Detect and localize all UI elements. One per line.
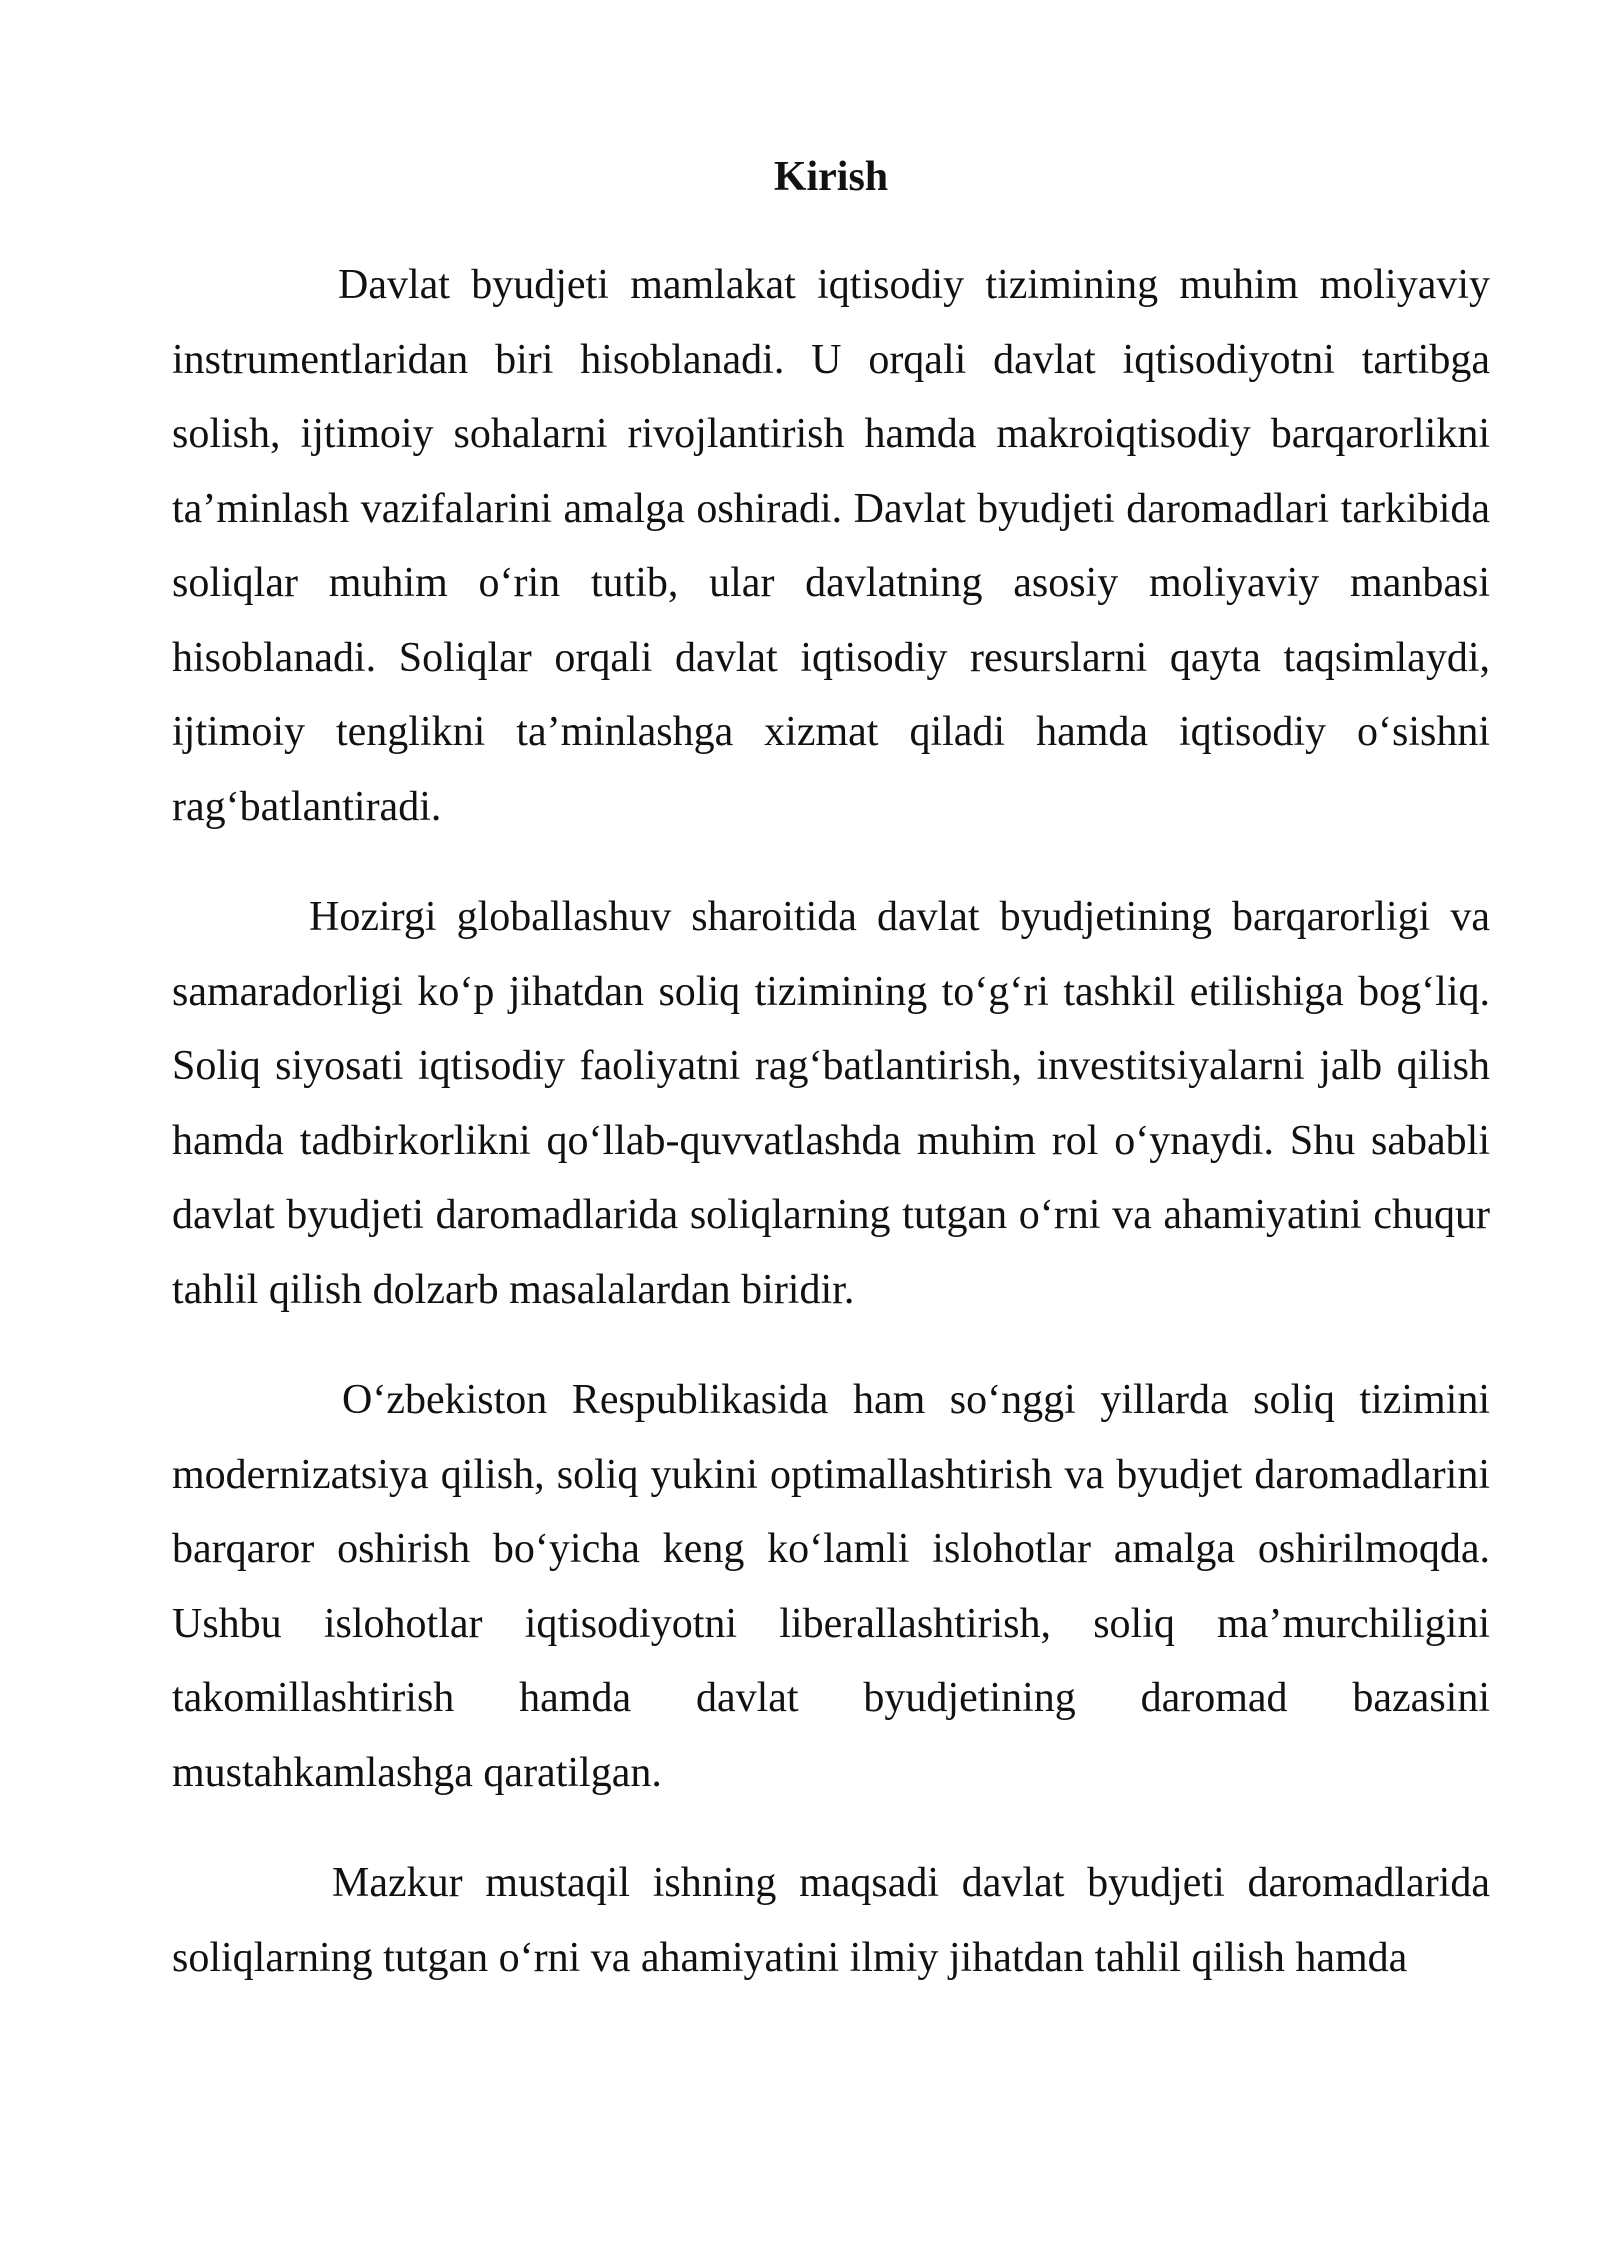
paragraph-3: O‘zbekiston Respublikasida ham so‘nggi yillarda soliq tizimini modernizatsiya qilish, soliq yukini optimallashtirish va byudjet daromadlarini barqaror oshirish bo‘yicha keng ko‘lamli islohotlar amalga oshirilmoqda. Ushbu islohotlar iqtisodiyotni liberallashtirish, soliq ma’murchiligini takomillashtirish hamda davlat byudjetining daromad bazasini mustahkamlashga qaratilgan. <box>172 1377 1490 1796</box>
paragraph-2: Hozirgi globallashuv sharoitida davlat byudjetining barqarorligi va samaradorligi ko‘p jihatdan soliq tizimining to‘g‘ri tashkil etilishiga bog‘liq. Soliq siyosati iqtisodiy faoliyatni rag‘batlantirish, investitsiyalarni jalb qilish hamda tadbirkorlikni qo‘llab-quvvatlashda muhim rol o‘ynaydi. Shu sababli davlat byudjeti daromadlarida soliqlarning tutgan o‘rni va ahamiyatini chuqur tahlil qilish dolzarb masalalardan biridir. <box>172 894 1490 1313</box>
paragraph-1: Davlat byudjeti mamlakat iqtisodiy tizimining muhim moliyaviy instrumentlaridan biri hisoblanadi. U orqali davlat iqtisodiyotni tartibga solish, ijtimoiy sohalarni rivojlantirish hamda makroiqtisodiy barqarorlikni ta’minlash vazifalarini amalga oshiradi. Davlat byudjeti daromadlari tarkibida soliqlar muhim o‘rin tutib, ular davlatning asosiy moliyaviy manbasi hisoblanadi. Soliqlar orqali davlat iqtisodiy resurslarni qayta taqsimlaydi, ijtimoiy tenglikni ta’minlashga xizmat qiladi hamda iqtisodiy o‘sishni rag‘batlantiradi. <box>172 262 1490 830</box>
document-body <box>172 140 1490 2031</box>
paragraph-4: Mazkur mustaqil ishning maqsadi davlat byudjeti daromadlarida soliqlarning tutgan o‘rni va ahamiyatini ilmiy jihatdan tahlil qilish hamda <box>172 1860 1490 1981</box>
page-title: Kirish <box>773 154 889 200</box>
